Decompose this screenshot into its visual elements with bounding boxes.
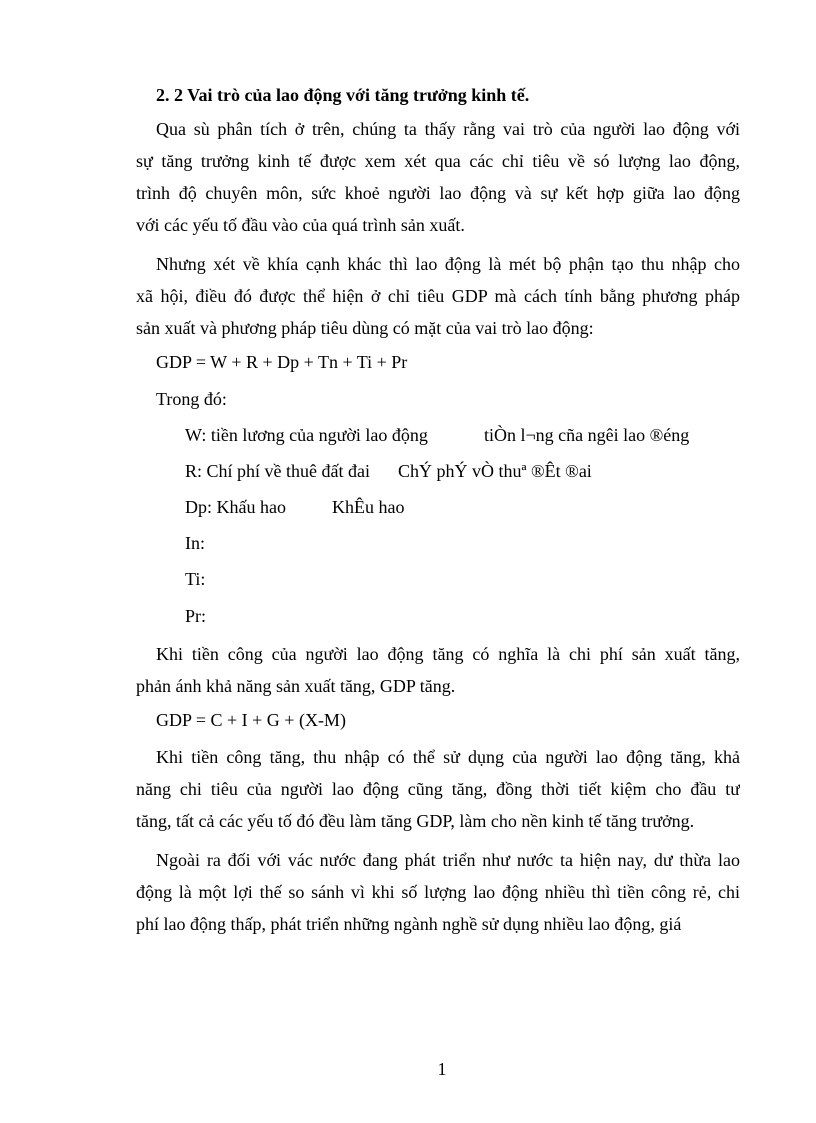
paragraph-line: năng chi tiêu của người lao động cũng tăng, đồng thời tiết kiệm cho đầu tư: [136, 779, 740, 799]
gdp-income-formula: GDP = W + R + Dp + Tn + Ti + Pr: [156, 352, 408, 372]
paragraph-line: tăng, tất cả các yếu tố đó đều làm tăng GDP, làm cho nền kinh tế tăng trưởng.: [136, 811, 695, 831]
definition-rent-garbled: ChÝ phÝ vÒ thuª ®Êt ®ai: [398, 461, 592, 481]
paragraph-line: phí lao động thấp, phát triển những ngành nghề sử dụng nhiều lao động, giá: [136, 914, 682, 934]
paragraph-line: với các yếu tố đầu vào của quá trình sản xuất.: [136, 215, 465, 235]
definition-ti: Ti:: [185, 569, 206, 589]
paragraph-line: sản xuất và phương pháp tiêu dùng có mặt của vai trò lao động:: [136, 318, 594, 338]
paragraph-line: sự tăng trưởng kinh tế được xem xét qua các chỉ tiêu về só lượng lao động,: [136, 151, 740, 171]
paragraph-line: động là một lợi thế so sánh vì khi số lượng lao động nhiều thì tiền công rẻ, chi: [136, 882, 740, 902]
definition-depreciation-garbled: KhÊu hao: [332, 497, 405, 517]
paragraph-line: phản ánh khả năng sản xuất tăng, GDP tăng.: [136, 676, 456, 696]
paragraph-line: Qua sù phân tích ở trên, chúng ta thấy rằng vai trò của người lao động với: [156, 119, 740, 139]
where-label: Trong đó:: [156, 389, 227, 409]
definition-in: In:: [185, 533, 205, 553]
paragraph-line: Ngoài ra đối với vác nước đang phát triển như nước ta hiện nay, dư thừa lao: [156, 850, 740, 870]
paragraph-line: xã hội, điều đó được thể hiện ở chỉ tiêu GDP mà cách tính bằng phương pháp: [136, 286, 740, 306]
gdp-expenditure-formula: GDP = C + I + G + (X-M): [156, 710, 346, 730]
definition-depreciation: Dp: Khấu hao: [185, 497, 286, 517]
page-number: 1: [437, 1059, 447, 1079]
definition-wages: W: tiền lương của người lao động: [185, 425, 428, 445]
paragraph-line: Khi tiền công của người lao động tăng có nghĩa là chi phí sản xuất tăng,: [156, 644, 740, 664]
definition-rent: R: Chí phí về thuê đất đai: [185, 461, 370, 481]
paragraph-line: Khi tiền công tăng, thu nhập có thể sử dụng của người lao động tăng, khả: [156, 747, 740, 767]
paragraph-line: Nhưng xét về khía cạnh khác thì lao động là mét bộ phận tạo thu nhập cho: [156, 254, 740, 274]
definition-pr: Pr:: [185, 606, 207, 626]
definition-wages-garbled: tiÒn l¬ng cña ngêi lao ®éng: [484, 425, 690, 445]
paragraph-line: trình độ chuyên môn, sức khoẻ người lao động và sự kết hợp giữa lao động: [136, 183, 740, 203]
section-heading: 2. 2 Vai trò của lao động với tăng trưởng kinh tế.: [156, 85, 530, 105]
